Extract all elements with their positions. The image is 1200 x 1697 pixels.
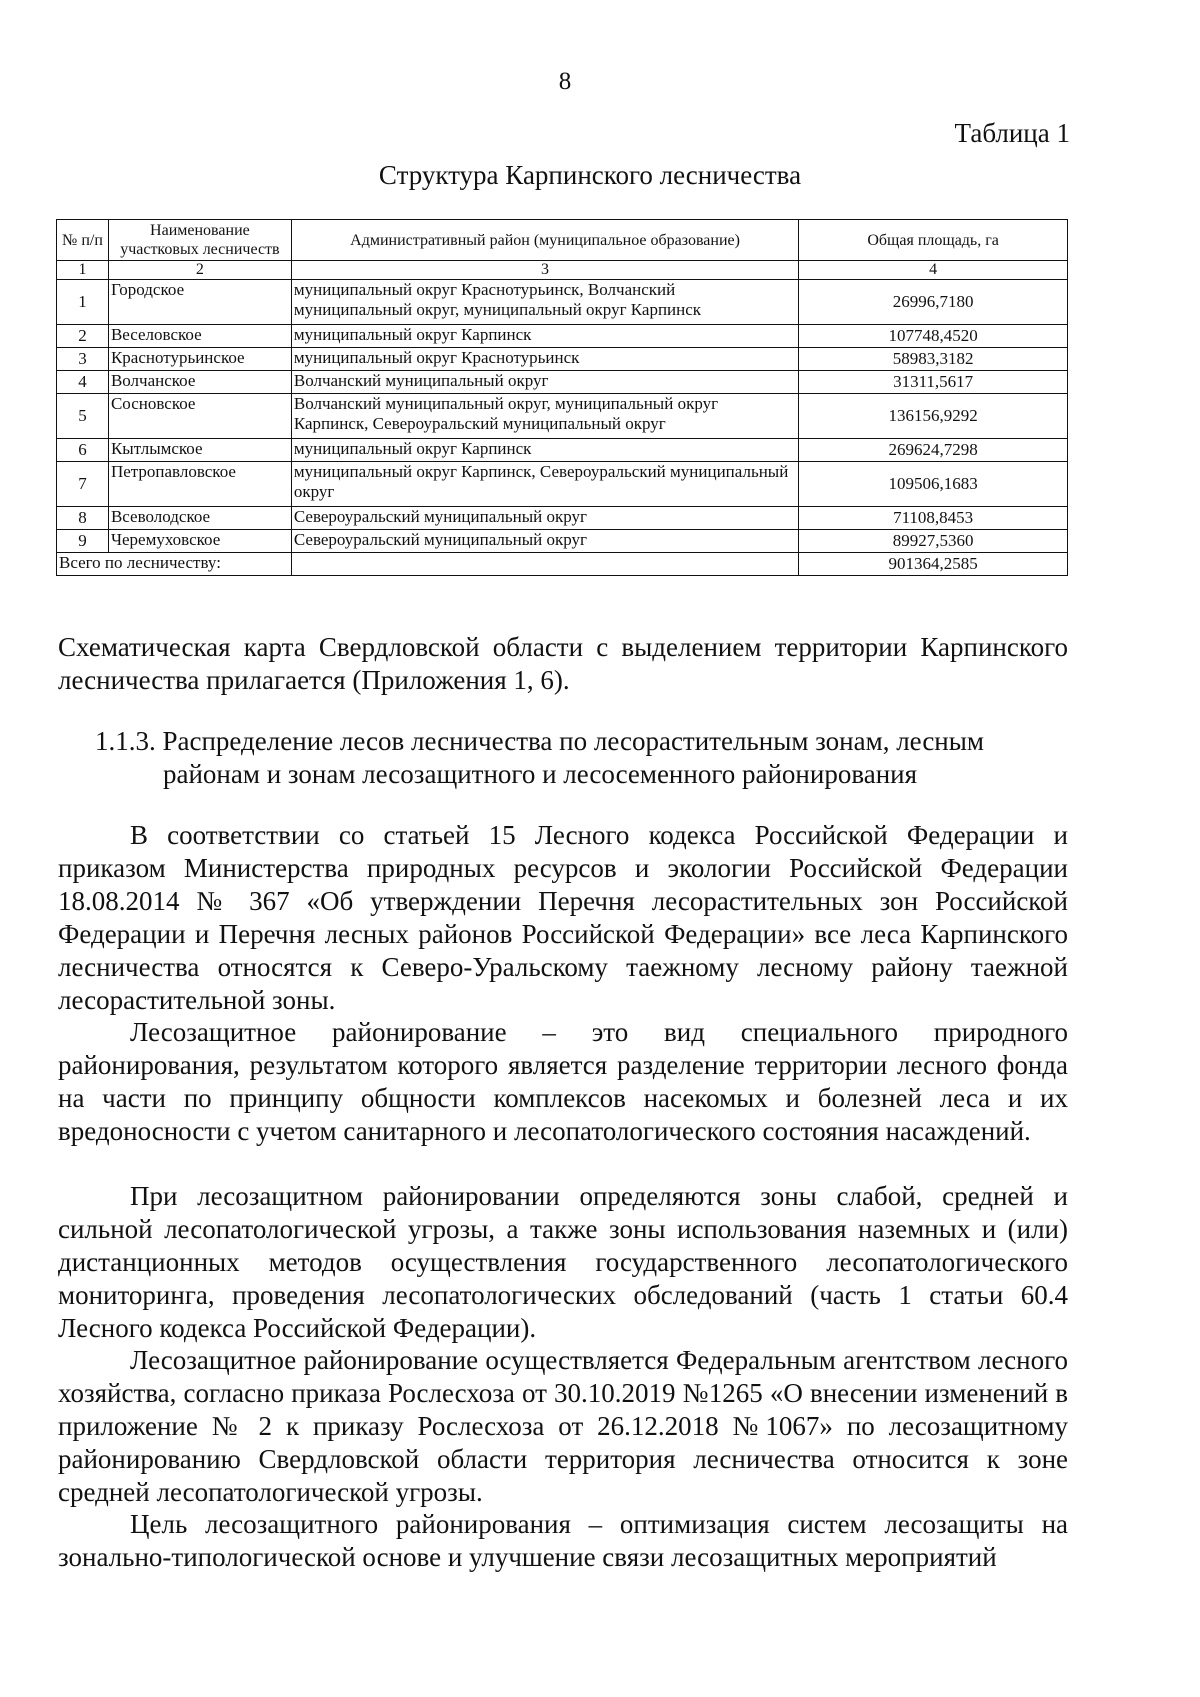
paragraph: Лесозащитное районирование – это вид специального природного районирования, результатом которого является разделение территории лесного фонда на части по принципу общности комплексов насекомых и болезней леса и их вредоносности с учетом санитарного и лесопатологического состояния насаждений.: [58, 1017, 1068, 1146]
page-number: 8: [558, 68, 572, 95]
header-name: Наименование участковых лесничеств: [108, 220, 291, 261]
row-number: 1: [57, 280, 109, 325]
row-name: Краснотурьинское: [108, 348, 291, 371]
table-header-row: [57, 220, 1068, 261]
row-district: Волчанский муниципальный округ, муниципальный округ Карпинск, Североуральский муниципальный округ: [291, 394, 798, 439]
table-row: [57, 325, 1068, 348]
table-row: [57, 280, 1068, 325]
table-row: [57, 371, 1068, 394]
row-district: муниципальный округ Краснотурьинск, Волчанский муниципальный округ, муниципальный округ Карпинск: [291, 280, 798, 325]
total-label: Всего по лесничеству:: [57, 553, 292, 576]
row-area: 71108,8453: [799, 507, 1068, 530]
row-district: муниципальный округ Карпинск: [291, 439, 798, 462]
row-area: 107748,4520: [799, 325, 1068, 348]
header-district: Административный район (муниципальное образование): [291, 220, 798, 261]
index-cell: 1: [57, 261, 109, 280]
table-row: [57, 348, 1068, 371]
row-number: 7: [57, 462, 109, 507]
row-number: 3: [57, 348, 109, 371]
row-district: Североуральский муниципальный округ: [291, 530, 798, 553]
row-name: Петропавловское: [108, 462, 291, 507]
section-heading-line2: районам и зонам лесозащитного и лесосеменного районирования: [163, 759, 918, 789]
paragraph: При лесозащитном районировании определяются зоны слабой, средней и сильной лесопатологической угрозы, а также зоны использования наземных и (или) дистанционных методов осуществления государственного лесопатологического мониторинга, проведения лесопатологических обследований (часть 1 статьи 60.4 Лесного кодекса Российской Федерации).: [58, 1181, 1068, 1343]
row-district: Волчанский муниципальный округ: [291, 371, 798, 394]
section-heading-line1: 1.1.3. Распределение лесов лесничества по лесорастительным зонам, лесным: [95, 726, 984, 756]
row-area: 26996,7180: [799, 280, 1068, 325]
table-row: [57, 507, 1068, 530]
row-area: 109506,1683: [799, 462, 1068, 507]
table-row: [57, 530, 1068, 553]
row-area: 31311,5617: [799, 371, 1068, 394]
row-name: Городское: [108, 280, 291, 325]
paragraph: Цель лесозащитного районирования – оптимизация систем лесозащиты на зонально-типологической основе и улучшение связи лесозащитных мероприятий: [58, 1509, 1068, 1572]
row-area: 269624,7298: [799, 439, 1068, 462]
index-cell: 4: [799, 261, 1068, 280]
index-cell: 3: [291, 261, 798, 280]
row-district: муниципальный округ Карпинск, Североуральский муниципальный округ: [291, 462, 798, 507]
table-row: [57, 439, 1068, 462]
row-name: Сосновское: [108, 394, 291, 439]
row-district: муниципальный округ Карпинск: [291, 325, 798, 348]
row-number: 4: [57, 371, 109, 394]
paragraph: В соответствии со статьей 15 Лесного кодекса Российской Федерации и приказом Министерства природных ресурсов и экологии Российской Федерации 18.08.2014 № 367 «Об утверждении Перечня лесорастительных зон Российской Федерации и Перечня лесных районов Российской Федерации» все леса Карпинского лесничества относятся к Северо-Уральскому таежному лесному району таежной лесорастительной зоны.: [58, 820, 1068, 1015]
paragraph: Лесозащитное районирование осуществляется Федеральным агентством лесного хозяйства, согласно приказа Рослесхоза от 30.10.2019 №1265 «О внесении изменений в приложение № 2 к приказу Рослесхоза от 26.12.2018 №1067» по лесозащитному районированию Свердловской области территория лесничества относится к зоне средней лесопатологической угрозы.: [58, 1345, 1068, 1507]
row-name: Всеволодское: [108, 507, 291, 530]
row-name: Черемуховское: [108, 530, 291, 553]
forestry-structure-table: [56, 219, 1068, 576]
map-note: Схематическая карта Свердловской области с выделением территории Карпинского лесничества прилагается (Приложения 1, 6).: [58, 632, 1068, 695]
row-name: Веселовское: [108, 325, 291, 348]
table-title: Структура Карпинского лесничества: [378, 160, 802, 190]
section-heading: [95, 725, 1035, 791]
row-area: 136156,9292: [799, 394, 1068, 439]
header-number: № п/п: [57, 220, 109, 261]
row-number: 6: [57, 439, 109, 462]
row-number: 9: [57, 530, 109, 553]
row-number: 5: [57, 394, 109, 439]
row-name: Волчанское: [108, 371, 291, 394]
total-area: 901364,2585: [799, 553, 1068, 576]
row-name: Кытлымское: [108, 439, 291, 462]
row-district: муниципальный округ Краснотурьинск: [291, 348, 798, 371]
table-index-row: [57, 261, 1068, 280]
row-district: Североуральский муниципальный округ: [291, 507, 798, 530]
total-empty-cell: [291, 553, 798, 576]
table-row: [57, 462, 1068, 507]
row-area: 58983,3182: [799, 348, 1068, 371]
table-row: [57, 394, 1068, 439]
header-area: Общая площадь, га: [799, 220, 1068, 261]
table-total-row: [57, 553, 1068, 576]
table-label: Таблица 1: [954, 118, 1070, 148]
index-cell: 2: [108, 261, 291, 280]
row-number: 8: [57, 507, 109, 530]
row-area: 89927,5360: [799, 530, 1068, 553]
row-number: 2: [57, 325, 109, 348]
